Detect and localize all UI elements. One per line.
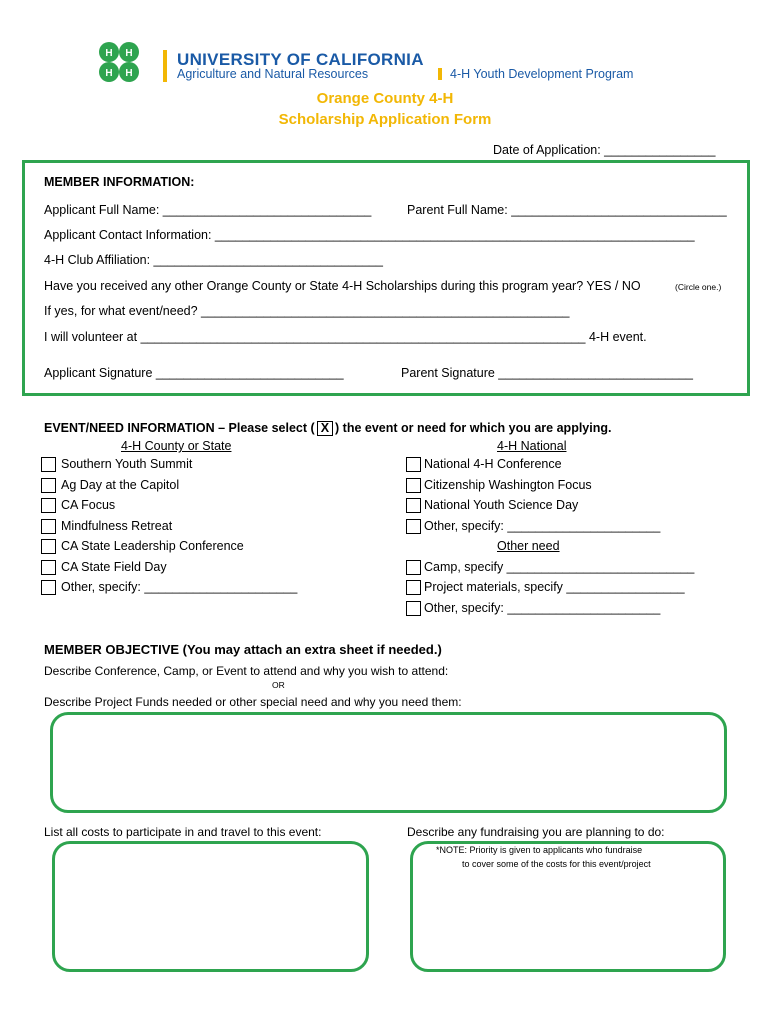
parent-name-field[interactable]: Parent Full Name: _______________________________ xyxy=(407,203,727,217)
checkbox-national-4h-conference[interactable] xyxy=(406,457,421,472)
option-label[interactable]: Other, specify: ______________________ xyxy=(61,580,298,594)
checkbox-other-national[interactable] xyxy=(406,519,421,534)
applicant-signature-field[interactable]: Applicant Signature ___________________________ xyxy=(44,366,344,380)
club-affiliation-field[interactable]: 4-H Club Affiliation: _________________________________ xyxy=(44,253,383,267)
county-state-heading: 4-H County or State xyxy=(121,439,232,453)
org-division: Agriculture and Natural Resources xyxy=(177,67,369,81)
event-need-heading-post: ) the event or need for which you are applying. xyxy=(335,421,612,435)
svg-text:H: H xyxy=(105,68,113,79)
checkbox-other-county-state[interactable] xyxy=(41,580,56,595)
form-title-line2: Scholarship Application Form xyxy=(278,111,492,128)
contact-info-field[interactable]: Applicant Contact Information: _____________________________________________________________________ xyxy=(44,228,695,242)
option-label[interactable]: Other, specify: ______________________ xyxy=(424,519,661,533)
costs-text-area[interactable] xyxy=(52,841,369,972)
checkbox-ca-focus[interactable] xyxy=(41,498,56,513)
program-bar xyxy=(438,68,442,80)
checkbox-ca-state-leadership[interactable] xyxy=(41,539,56,554)
checkbox-ca-state-field-day[interactable] xyxy=(41,560,56,575)
fundraising-note-line1: *NOTE: Priority is given to applicants who fundraise xyxy=(436,845,643,855)
option-label: Citizenship Washington Focus xyxy=(424,478,592,492)
fundraising-note-line2: to cover some of the costs for this event/project xyxy=(462,859,651,869)
date-of-application-field[interactable]: Date of Application: ________________ xyxy=(493,143,716,157)
option-label: Southern Youth Summit xyxy=(61,457,193,471)
applicant-name-field[interactable]: Applicant Full Name: ______________________________ xyxy=(44,203,372,217)
member-information-box xyxy=(22,160,750,396)
form-title-line1: Orange County 4-H xyxy=(316,90,454,107)
uc-logo-bar xyxy=(163,50,167,82)
scholarship-question[interactable]: Have you received any other Orange County or State 4-H Scholarships during this program year? YES / NO xyxy=(44,279,641,293)
option-label: CA State Leadership Conference xyxy=(61,539,244,553)
other-need-heading: Other need xyxy=(497,539,560,553)
svg-text:H: H xyxy=(105,48,113,59)
checkbox-mindfulness-retreat[interactable] xyxy=(41,519,56,534)
objective-line2: Describe Project Funds needed or other special need and why you need them: xyxy=(44,695,462,709)
4h-clover-logo xyxy=(92,38,152,88)
option-label: Mindfulness Retreat xyxy=(61,519,173,533)
parent-signature-field[interactable]: Parent Signature ____________________________ xyxy=(401,366,693,380)
org-name: UNIVERSITY OF CALIFORNIA xyxy=(177,50,424,69)
option-label[interactable]: Other, specify: ______________________ xyxy=(424,601,661,615)
national-heading: 4-H National xyxy=(497,439,567,453)
event-need-heading xyxy=(44,421,611,436)
member-info-heading: MEMBER INFORMATION: xyxy=(44,175,195,189)
objective-line1: Describe Conference, Camp, or Event to attend and why you wish to attend: xyxy=(44,664,449,678)
checkbox-other-need[interactable] xyxy=(406,601,421,616)
checkbox-project-materials[interactable] xyxy=(406,580,421,595)
volunteer-field[interactable]: I will volunteer at ________________________________________________________________ 4-H event. xyxy=(44,330,647,344)
option-label: Ag Day at the Capitol xyxy=(61,478,180,492)
checkbox-camp[interactable] xyxy=(406,560,421,575)
costs-label: List all costs to participate in and travel to this event: xyxy=(44,825,322,839)
option-label: National 4-H Conference xyxy=(424,457,562,471)
objective-heading: MEMBER OBJECTIVE (You may attach an extra sheet if needed.) xyxy=(44,642,442,657)
option-label: CA Focus xyxy=(61,498,116,512)
option-label[interactable]: Project materials, specify _________________ xyxy=(424,580,685,594)
objective-or: OR xyxy=(272,680,285,690)
checkbox-southern-youth-summit[interactable] xyxy=(41,457,56,472)
checkbox-national-youth-science[interactable] xyxy=(406,498,421,513)
option-label: National Youth Science Day xyxy=(424,498,579,512)
if-yes-field[interactable]: If yes, for what event/need? _____________________________________________________ xyxy=(44,304,570,318)
option-label[interactable]: Camp, specify ___________________________ xyxy=(424,560,695,574)
event-need-heading-pre: EVENT/NEED INFORMATION – Please select ( xyxy=(44,421,315,435)
program-name: 4-H Youth Development Program xyxy=(450,67,634,81)
x-mark-example: X xyxy=(317,421,333,436)
fundraising-label: Describe any fundraising you are planning to do: xyxy=(407,825,665,839)
svg-text:H: H xyxy=(125,68,133,79)
objective-text-area[interactable] xyxy=(50,712,727,813)
option-label: CA State Field Day xyxy=(61,560,167,574)
checkbox-ag-day[interactable] xyxy=(41,478,56,493)
checkbox-citizenship-washington[interactable] xyxy=(406,478,421,493)
circle-one-note: (Circle one.) xyxy=(675,282,722,292)
svg-text:H: H xyxy=(125,48,133,59)
